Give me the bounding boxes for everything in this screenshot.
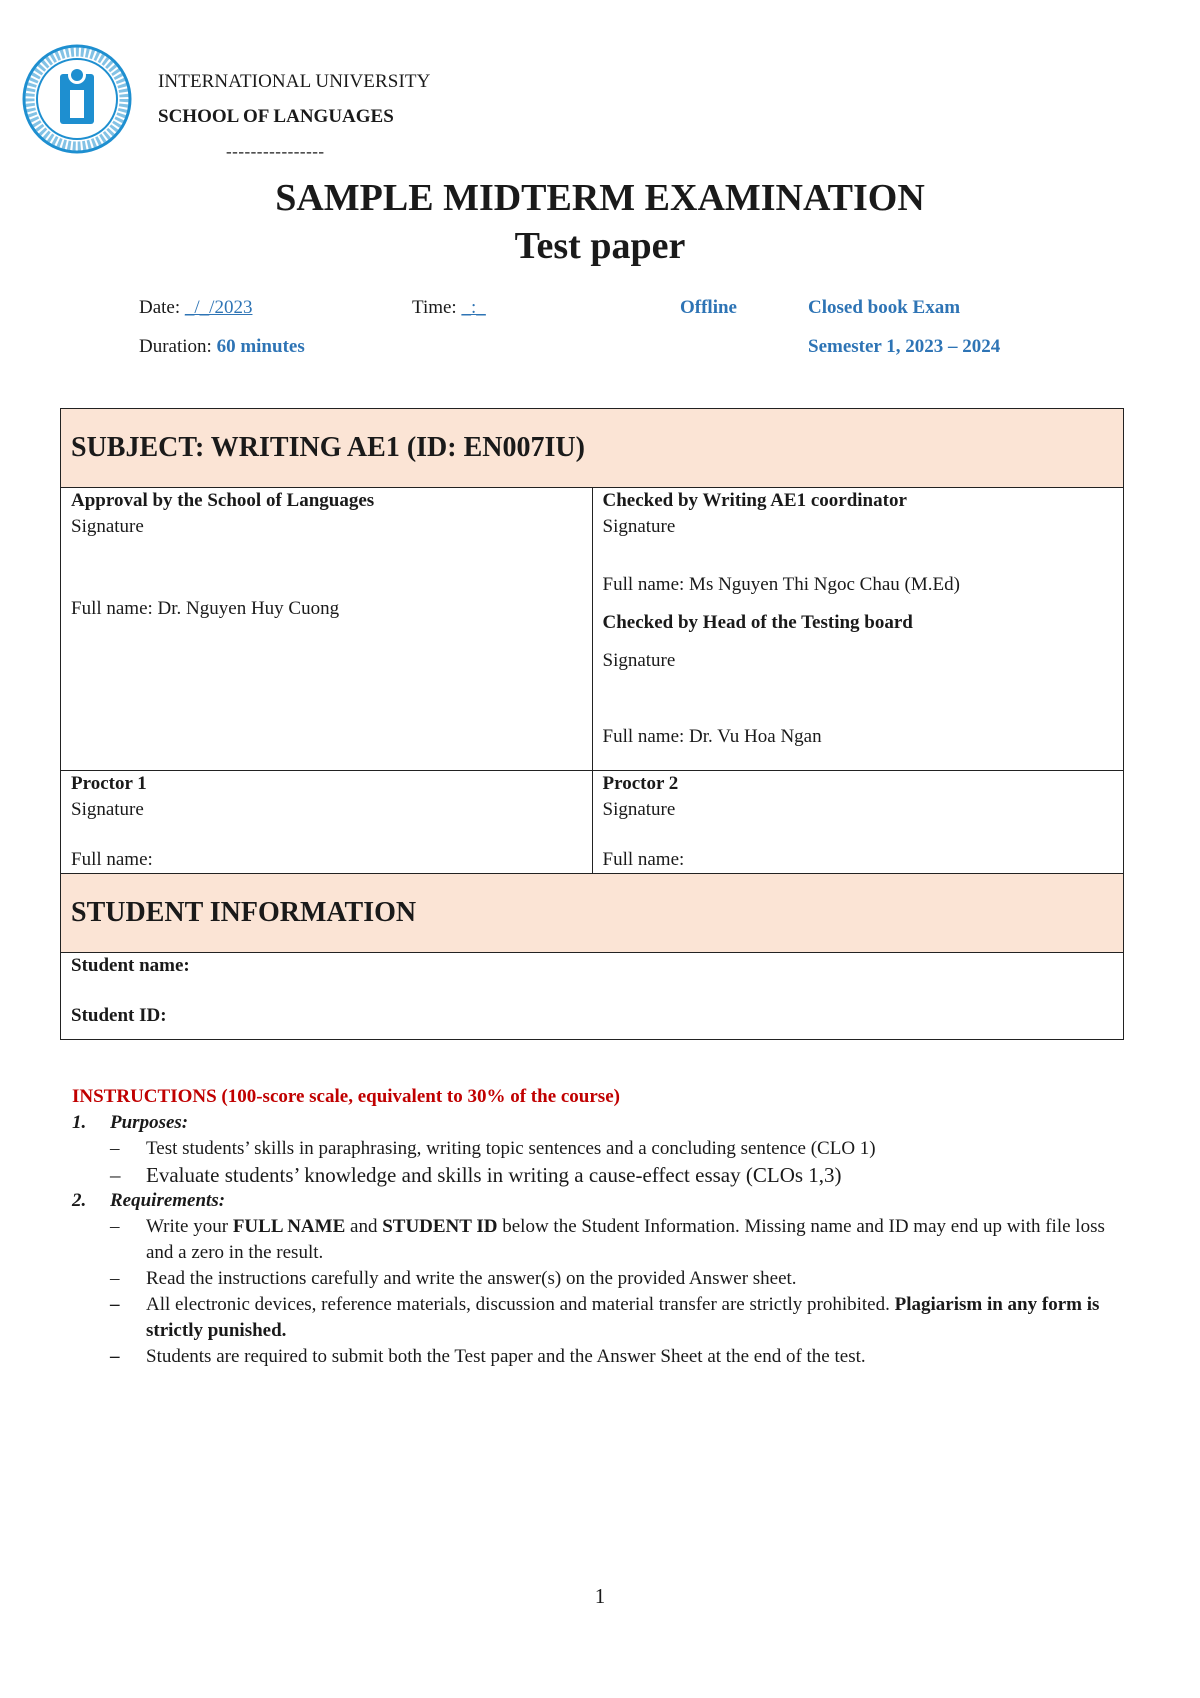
plagiarism-warning: Plagiarism in any form is strictly punished.	[146, 1294, 1100, 1341]
requirement-item	[72, 1344, 1132, 1370]
exam-type: Closed book Exam	[808, 297, 961, 318]
requirements-heading	[72, 1188, 1132, 1214]
coordinator-fullname: Full name: Ms Nguyen Thi Ngoc Chau (M.Ed)	[602, 574, 960, 595]
section1-number: 1.	[72, 1112, 87, 1133]
purpose-item	[72, 1136, 1132, 1162]
exam-mode: Offline	[680, 297, 737, 318]
semester: Semester 1, 2023 – 2024	[808, 336, 1001, 357]
date-label: Date:	[139, 297, 181, 318]
university-name: INTERNATIONAL UNIVERSITY	[158, 71, 431, 92]
bullet-dash: –	[110, 1294, 120, 1315]
university-logo	[22, 44, 132, 154]
time-label: Time:	[412, 297, 457, 318]
page-subtitle: Test paper	[514, 225, 686, 267]
proctor2-fullname: Full name:	[602, 849, 685, 870]
instructions-section	[72, 1084, 1132, 1370]
proctor2-cell	[592, 771, 1124, 874]
testing-head-fullname: Full name: Dr. Vu Hoa Ngan	[602, 726, 822, 747]
proctor2-signature: Signature	[602, 799, 676, 820]
subject-band: SUBJECT: WRITING AE1 (ID: EN007IU)	[61, 409, 1124, 488]
proctor1-signature: Signature	[71, 799, 144, 820]
page-number: 1	[594, 1584, 606, 1608]
requirement-text: Write your	[146, 1216, 233, 1237]
purpose-text: Evaluate students’ knowledge and skills in writing a cause-effect essay (CLOs 1,3)	[146, 1163, 842, 1187]
date-value: _/_/2023	[184, 297, 253, 318]
time-field	[412, 297, 486, 319]
testing-head-signature: Signature	[602, 650, 676, 671]
time-value: _:_	[461, 297, 486, 318]
proctor2-title: Proctor 2	[602, 773, 679, 794]
testing-head-title: Checked by Head of the Testing board	[602, 612, 913, 633]
page-title: SAMPLE MIDTERM EXAMINATION	[275, 177, 925, 219]
exam-info-table	[60, 408, 1124, 1040]
approval-title: Approval by the School of Languages	[71, 490, 375, 511]
student-id-emphasis: STUDENT ID	[382, 1216, 498, 1237]
proctor1-fullname: Full name:	[71, 849, 153, 870]
requirement-text: Read the instructions carefully and write the answer(s) on the provided Answer sheet.	[146, 1268, 797, 1289]
instructions-heading: INSTRUCTIONS (100-score scale, equivalent to 30% of the course)	[72, 1086, 620, 1107]
bullet-dash: –	[110, 1216, 120, 1237]
bullet-dash: –	[110, 1138, 120, 1159]
requirement-text: below the Student Information. Missing name and ID may end up with file loss and a zero in the result.	[146, 1216, 1105, 1263]
bullet-dash: –	[110, 1346, 120, 1367]
bullet-dash: –	[110, 1163, 121, 1187]
school-name: SCHOOL OF LANGUAGES	[158, 106, 394, 127]
coordinator-title: Checked by Writing AE1 coordinator	[602, 490, 907, 511]
section2-number: 2.	[72, 1190, 87, 1211]
duration-field	[139, 336, 305, 358]
purpose-item	[72, 1162, 1132, 1188]
student-name-label: Student name:	[71, 955, 190, 976]
requirement-text: Students are required to submit both the Test paper and the Answer Sheet at the end of the test.	[146, 1346, 866, 1367]
bullet-dash: –	[110, 1268, 120, 1289]
student-info-band: STUDENT INFORMATION	[61, 874, 1124, 953]
approval-signature: Signature	[71, 516, 144, 537]
approval-cell	[61, 488, 593, 771]
requirement-item	[72, 1266, 1132, 1292]
purpose-text: Test students’ skills in paraphrasing, writing topic sentences and a concluding sentence (CLO 1)	[146, 1138, 876, 1159]
student-info-cell[interactable]	[61, 953, 1124, 1040]
requirement-item	[72, 1292, 1132, 1344]
requirement-text: and	[345, 1216, 383, 1237]
requirement-item	[72, 1214, 1132, 1266]
header-separator: ----------------	[226, 142, 325, 161]
purposes-heading	[72, 1110, 1132, 1136]
duration-label: Duration:	[139, 336, 212, 357]
proctor1-cell	[61, 771, 593, 874]
duration-value: 60 minutes	[216, 336, 305, 357]
proctor1-title: Proctor 1	[71, 773, 147, 794]
date-field	[139, 297, 252, 319]
student-id-label: Student ID:	[71, 1005, 167, 1026]
requirement-text: All electronic devices, reference materials, discussion and material transfer are strictly prohibited.	[146, 1294, 895, 1315]
approval-fullname: Full name: Dr. Nguyen Huy Cuong	[71, 598, 340, 619]
checked-cell	[592, 488, 1124, 771]
full-name-emphasis: FULL NAME	[232, 1216, 346, 1237]
coordinator-signature: Signature	[602, 516, 676, 537]
section1-title: Purposes:	[110, 1112, 189, 1133]
section2-title: Requirements:	[110, 1190, 226, 1211]
